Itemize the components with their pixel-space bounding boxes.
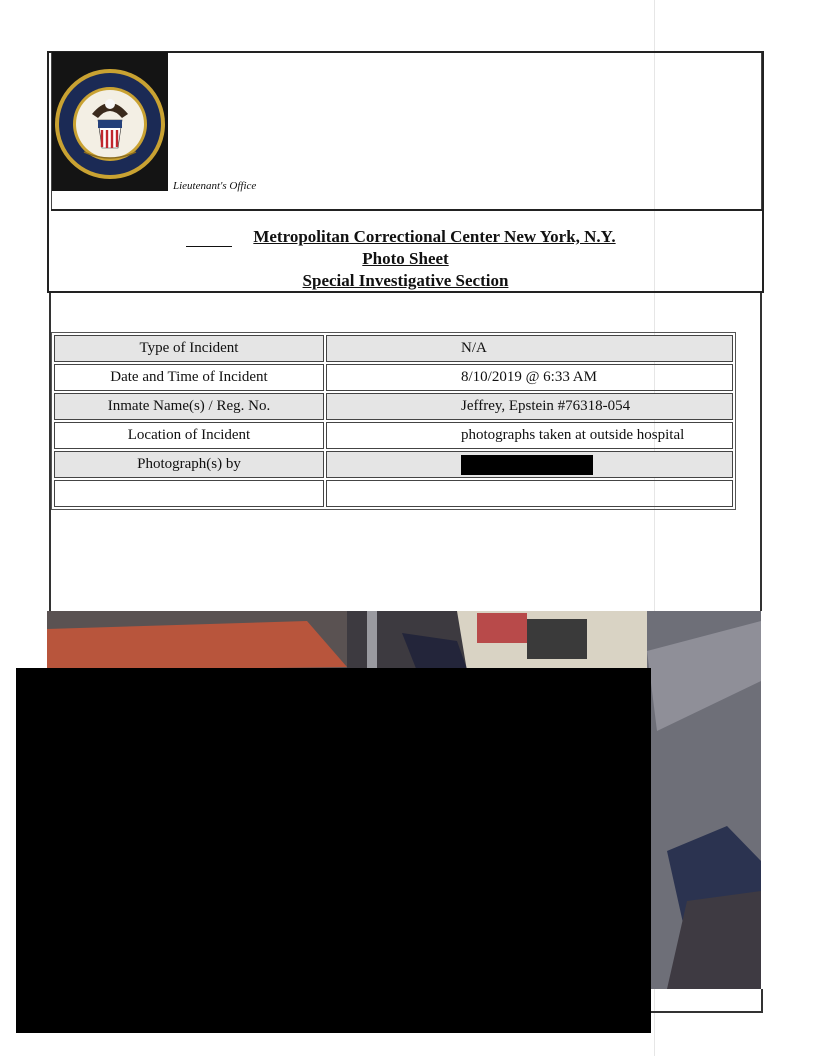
- row-label-inmate: Inmate Name(s) / Reg. No.: [54, 393, 324, 420]
- document-type-title: Photo Sheet: [362, 249, 449, 268]
- table-row: [54, 393, 733, 420]
- row-label-incident-type: Type of Incident: [54, 335, 324, 362]
- row-label-date-time: Date and Time of Incident: [54, 364, 324, 391]
- bop-seal-logo: [52, 52, 168, 191]
- page-frame-right: [760, 293, 762, 611]
- redaction-bar: [461, 455, 593, 475]
- facility-title: Metropolitan Correctional Center New York, N.Y.: [253, 227, 616, 246]
- row-label-empty: [54, 480, 324, 507]
- row-value-empty: [326, 480, 733, 507]
- redaction-block: [16, 668, 651, 1033]
- office-label: Lieutenant's Office: [173, 180, 257, 192]
- table-row: [54, 364, 733, 391]
- row-value-location: photographs taken at outside hospital: [326, 422, 733, 449]
- title-block: [47, 226, 764, 292]
- section-title: Special Investigative Section: [302, 271, 509, 290]
- row-value-photographer: [326, 451, 733, 478]
- table-row: [54, 451, 733, 478]
- table-row: [54, 335, 733, 362]
- row-label-location: Location of Incident: [54, 422, 324, 449]
- table-row: [54, 422, 733, 449]
- row-value-date-time: 8/10/2019 @ 6:33 AM: [326, 364, 733, 391]
- incident-details-table: [51, 332, 736, 510]
- row-value-inmate: Jeffrey, Epstein #76318-054: [326, 393, 733, 420]
- row-value-incident-type: N/A: [326, 335, 733, 362]
- row-label-photographer: Photograph(s) by: [54, 451, 324, 478]
- header-divider: [51, 209, 762, 211]
- table-row: [54, 480, 733, 507]
